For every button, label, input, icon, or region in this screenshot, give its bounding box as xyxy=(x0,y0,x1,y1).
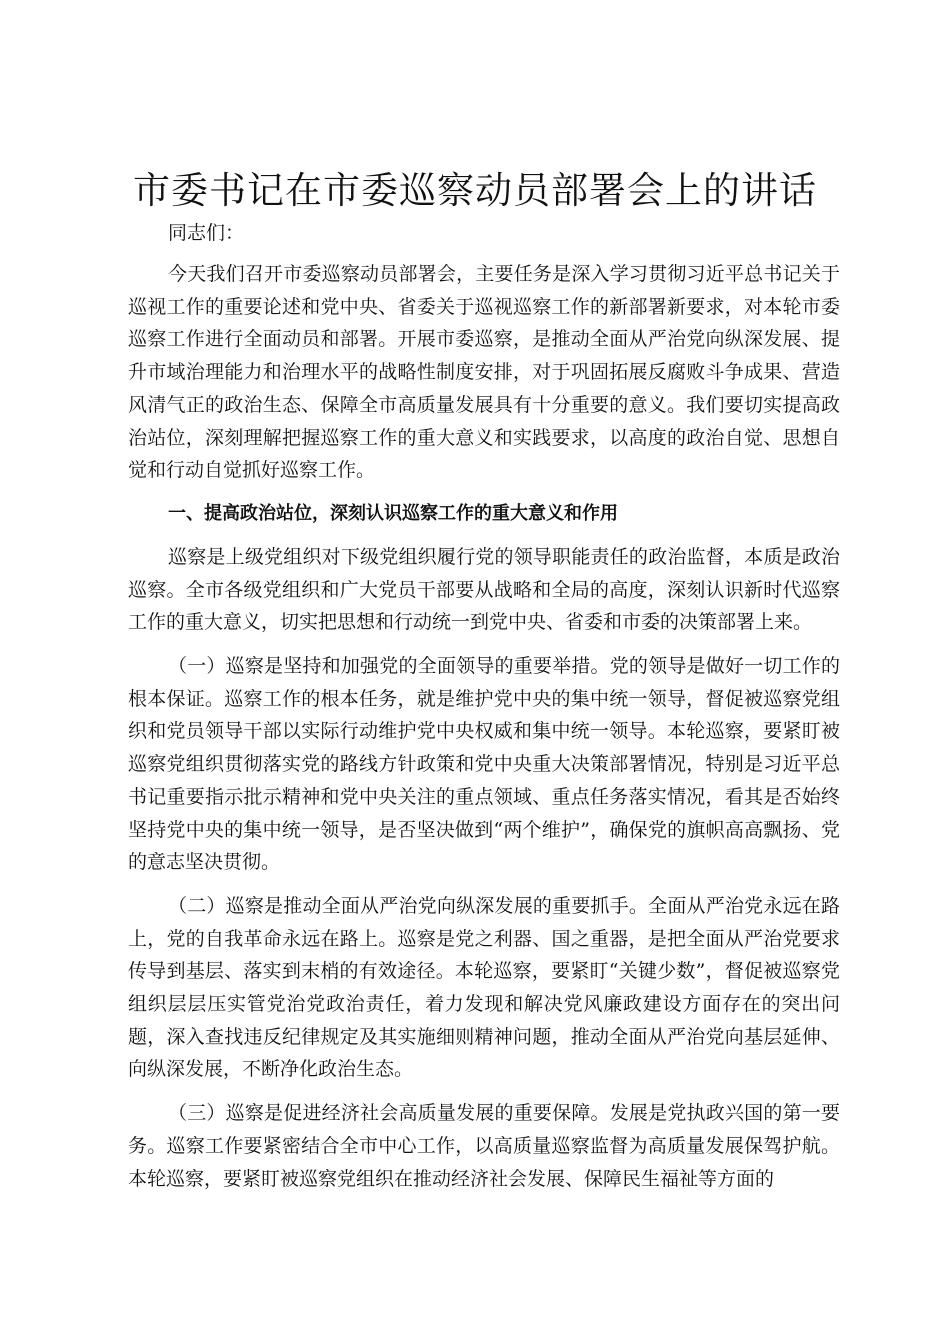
section1-paragraph: 巡察是上级党组织对下级党组织履行党的领导职能责任的政治监督，本质是政治巡察。全市各级党组织和广大党员干部要从战略和全局的高度，深刻认识新时代巡察工作的重大意义，切实把思想和行动统一到党中央、省委和市委的决策部署上来。 xyxy=(128,545,840,634)
section1-paragraph: （二）巡察是推动全面从严治党向纵深发展的重要抓手。全面从严治党永远在路上，党的自我革命永远在路上。巡察是党之利器、国之重器，是把全面从严治党要求传导到基层、落实到末梢的有效途径。本轮巡察，要紧盯“关键少数”，督促被巡察党组织层层压实管党治党政治责任，着力发现和解决党风廉政建设方面存在的突出问题，深入查找违反纪律规定及其实施细则精神问题，推动全面从严治党向基层延伸、向纵深发展，不断净化政治生态。 xyxy=(128,894,840,1081)
section1-paragraph: （三）巡察是促进经济社会高质量发展的重要保障。发展是党执政兴国的第一要务。巡察工作要紧密结合全市中心工作，以高质量巡察监督为高质量发展保驾护航。本轮巡察，要紧盯被巡察党组织在推动经济社会发展、保障民生福祉等方面的 xyxy=(128,1102,840,1190)
section1-paragraph: （一）巡察是坚持和加强党的全面领导的重要举措。党的领导是做好一切工作的根本保证。巡察工作的根本任务，就是维护党中央的集中统一领导，督促被巡察党组织和党员领导干部以实际行动维护党中央权威和集中统一领导。本轮巡察，要紧盯被巡察党组织贯彻落实党的路线方针政策和党中央重大决策部署情况，特别是习近平总书记重要指示批示精神和党中央关注的重点领域、重点任务落实情况，看其是否始终坚持党中央的集中统一领导，是否坚决做到“两个维护”，确保党的旗帜高高飘扬、党的意志坚决贯彻。 xyxy=(128,655,840,874)
salutation: 同志们： xyxy=(168,222,245,244)
intro-paragraph: 今天我们召开市委巡察动员部署会，主要任务是深入学习贯彻习近平总书记关于巡视工作的重要论述和党中央、省委关于巡视巡察工作的新部署新要求，对本轮市委巡察工作进行全面动员和部署。开展市委巡察，是推动全面从严治党向纵深发展、提升市域治理能力和治理水平的战略性制度安排，对于巩固拓展反腐败斗争成果、营造风清气正的政治生态、保障全市高质量发展具有十分重要的意义。我们要切实提高政治站位，深刻理解把握巡察工作的重大意义和实践要求，以高度的政治自觉、思想自觉和行动自觉抓好巡察工作。 xyxy=(128,263,840,482)
section-heading-1: 一、提高政治站位，深刻认识巡察工作的重大意义和作用 xyxy=(168,502,618,524)
document-title: 市委书记在市委巡察动员部署会上的讲话 xyxy=(133,169,817,212)
document-body xyxy=(128,258,840,1206)
